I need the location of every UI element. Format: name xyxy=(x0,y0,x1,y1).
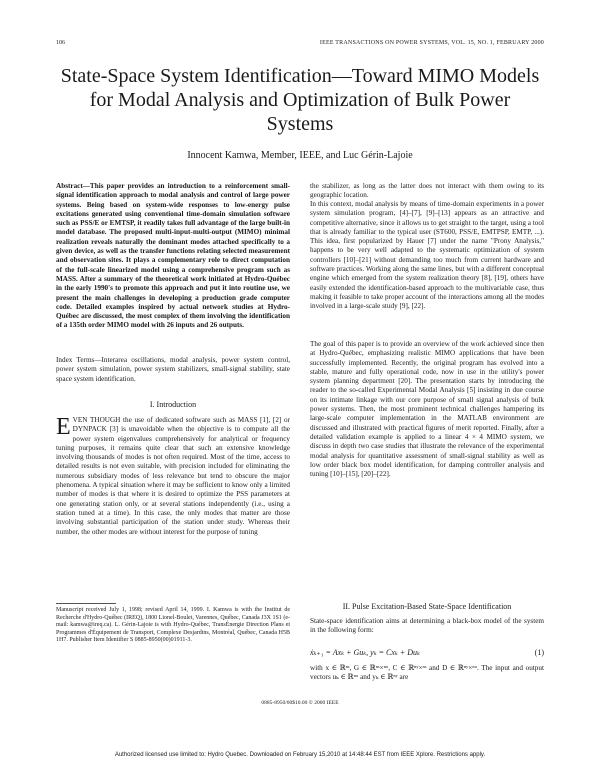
right-column-paragraph-2: In this context, modal analysis by means of time-domain experiments in a power system simulation program, [4]–[7], [9]–[13] appears as an attractive and competitive alternative, since it allows us to get straight to the target, using a tool that is already familiar to the typical user (ST600, PSS/E, EMTPSP, EMTP, ...). This idea, first popularized by Hauer [7] under the name "Prony Analysis," happens to be very well adapted to the systematic optimization of system controllers [10]–[21] without demanding too much from current hardware and software practices. Working along the same lines, but with a different conceptual engine which emerged from the system realization theory [8], [19], others have easily extended the identification-based approach to the multivariable case, thus making it feasible to take proper account of the interactions among all the modes involved in a large-scale study [9], [22]. xyxy=(310,200,544,311)
introduction-text: VEN THOUGH the use of dedicated software such as MASS [1], [2] or DYNPACK [3] is unavoidable when the objective is to compute all the power system eigenvalues comprehensively for analytical or frequency tuning purposes, it remains quite clear that such an extensive knowledge involving thousands of modes is not often required. Most of the time, access to detailed results is not even suitable, with precision included for eliminating the numerous subsidiary modes of less relevance but tend to obscure the major phenomena. A typical situation where it may be sufficient to know only a limited number of modes is that where it is desired to optimize the PSS parameters at one generating station only, or at several stations independently (i.e., using a station tuned at a time). In this case, the only modes that matter are those involving substantial participation of the station under study. Whereas their number, the other modes are without interest for the purpose of tuning xyxy=(56,416,290,536)
index-terms: Index Terms—Interarea oscillations, modal analysis, power system control, power system simulation, power system stabilizers, small-signal stability, state space system identification. xyxy=(56,356,290,383)
running-header xyxy=(56,40,544,50)
footnote: Manuscript received July 1, 1998; revised April 14, 1999. I. Kamwa is with the Institut de Recherche d'Hydro-Québec (IREQ), 1800 Lionel-Boulet, Varennes, Québec, Canada J3X 1S1 (e-mail: kamwa@ireq.ca). L. Gérin-Lajoie is with Hydro-Québec, TransÉnergie Direction Plans et Programmes d'Équipement de Transport, Complexe Desjardins, Montréal, Québec, Canada H5B 1H7. Publisher Item Identifier S 0885-8950(00)01911-3. xyxy=(56,607,290,644)
right-column-paragraph-5: with x ∈ ℝⁿˢ, G ∈ ℝⁿˢ×ⁿᵘ, C ∈ ℝⁿʸ×ⁿˢ and D ∈ ℝⁿʸ×ⁿᵘ. The input and output vectors uₖ ∈ ℝⁿᵘ and yₖ ∈ ℝⁿʸ are xyxy=(310,664,544,682)
page-number: 106 xyxy=(56,40,65,46)
introduction-body xyxy=(56,416,290,537)
drop-cap: E xyxy=(56,414,71,440)
paper-authors: Innocent Kamwa, Member, IEEE, and Luc Gérin-Lajoie xyxy=(187,150,413,161)
abstract: Abstract—This paper provides an introduction to a reinforcement small-signal identification approach to modal analysis and control of large power systems. Being based on system-wide responses to low-energy pulse excitations generated using conventional time-domain simulation software such as PSS/E or EMTSP, it readily takes full advantage of the large built-in model database. The proposed multi-input-multi-output (MIMO) minimal realization reveals naturally the dominant modes attached specifically to a given device, as well as the transfer functions relating selected measurement and observation sites. It plays a complementary role to direct computation of the full-scale linearized model using a comprehensive program such as MASS. After a summary of the theoretical work initiated at Hydro-Québec in the early 1990's to promote this approach and put it into routine use, we present the main challenges in developing a production grade computer code. Detailed examples inspired by actual network studies at Hydro-Québec are discussed, the most complex of them involving the identification of a 135th order MIMO model with 26 inputs and 26 outputs. xyxy=(56,182,290,330)
right-column-paragraph-1: the stabilizer, as long as the latter does not interact with them owing to its geographic location. xyxy=(310,182,544,200)
equation-1 xyxy=(310,648,544,657)
copyright-line: 0885-8950/00$10.00 © 2000 IEEE xyxy=(261,700,339,706)
download-notice: Authorized licensed use limited to: Hydro Quebec. Downloaded on February 15,2010 at 14:48:44 EST from IEEE Xplore. Restrictions apply. xyxy=(114,752,486,758)
paper-title: State-Space System Identification—Toward MIMO Models for Modal Analysis and Optimization of Bulk Power Systems xyxy=(60,65,540,135)
footnote-rule xyxy=(56,603,116,604)
journal-header: IEEE TRANSACTIONS ON POWER SYSTEMS, VOL. 15, NO. 1, FEBRUARY 2000 xyxy=(319,40,544,46)
section-1-heading: I. Introduction xyxy=(149,400,197,409)
right-column-paragraph-4: State-space identification aims at determining a black-box model of the system in the following form: xyxy=(310,617,544,635)
equation-number: (1) xyxy=(534,648,544,657)
equation-body: ẋₖ₊₁ = Axₖ + Guₖ, yₖ = Cxₖ + Duₖ xyxy=(310,648,420,657)
section-2-heading: II. Pulse Excitation-Based State-Space Identification xyxy=(342,602,512,611)
right-column-paragraph-3: The goal of this paper is to provide an overview of the work achieved since then at Hydro-Québec, emphasizing realistic MIMO applications that have been successfully implemented. Recently, the original program has evolved into a stable, mature and fully operational code, now in use in the utility's power system planning department [20]. The presentation starts by introducing the reader to the so-called Experimental Modal Analysis [5] insisting in due course on its intimate linkage with our core purpose of small signal analysis of bulk power systems. Then, the most prominent technical challenges hampering its large-scale computer implementation in the MATLAB environment are discussed and illustrated with practical figures of merit reported. Finally, after a detailed validation example is applied to a linear 4 × 4 MIMO system, we discuss in depth two case studies that illustrate the relevance of the experimental modal analysis for quantitative assessment of small-signal stability as well as low order black box model identification, for damping controller analysis and tuning [10]–[15], [20]–[22]. xyxy=(310,340,544,479)
